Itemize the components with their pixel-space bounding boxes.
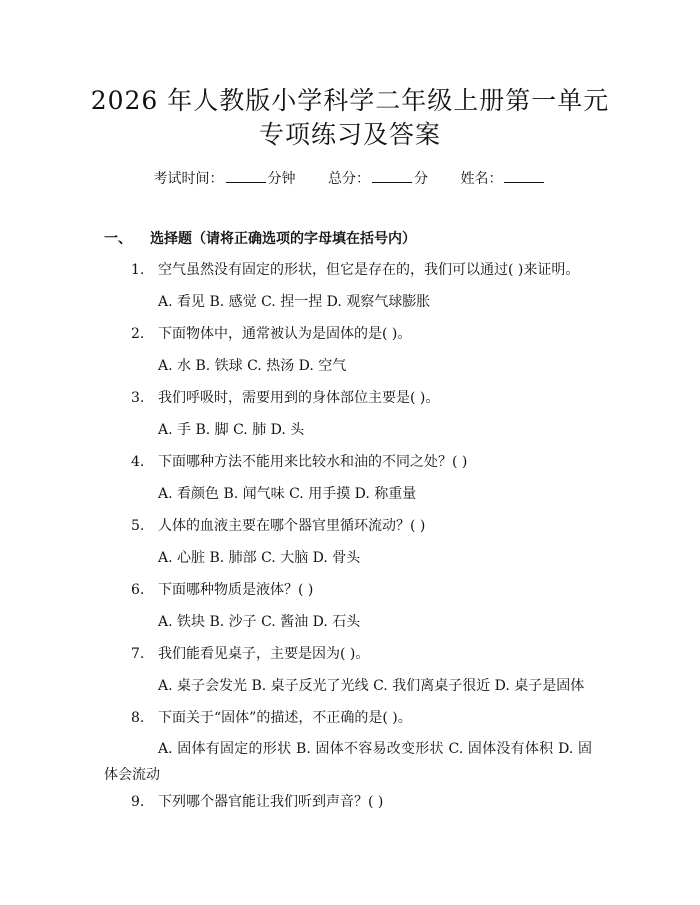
question-text: 下面哪种方法不能用来比较水和油的不同之处？( ) [158, 454, 468, 470]
question-number: 5. [131, 518, 145, 534]
page-title-line2: 专项练习及答案 [258, 120, 441, 149]
question-8-options: A. 固体有固定的形状 B. 固体不容易改变形状 C. 固体没有体积 D. 固体会流动 [104, 741, 592, 783]
question-5-options: A. 心脏 B. 肺部 C. 大脑 D. 骨头 [158, 550, 361, 566]
question-text: 下面哪种物质是液体？( ) [158, 582, 314, 598]
question-number: 6. [131, 582, 145, 598]
question-4-options: A. 看颜色 B. 闻气味 C. 用手摸 D. 称重量 [158, 486, 417, 502]
total-score-field [328, 171, 432, 187]
exam-info-row [0, 170, 700, 188]
question-number: 4. [131, 454, 145, 470]
question-7 [131, 645, 369, 663]
question-9 [131, 793, 383, 811]
student-name-field [460, 171, 546, 187]
total-score-blank[interactable] [372, 170, 412, 183]
page-title-line1: 2026 年人教版小学科学二年级上册第一单元 [90, 86, 610, 115]
question-number: 1. [131, 262, 145, 278]
total-score-unit: 分 [414, 171, 428, 187]
question-1 [131, 261, 579, 279]
question-8 [131, 709, 412, 727]
question-text: 人体的血液主要在哪个器官里循环流动？( ) [158, 518, 426, 534]
exam-time-field [154, 171, 300, 187]
exam-time-unit: 分钟 [267, 171, 296, 187]
question-text: 我们呼吸时，需要用到的身体部位主要是( )。 [158, 390, 440, 406]
question-number: 2. [131, 326, 145, 342]
question-6-options: A. 铁块 B. 沙子 C. 酱油 D. 石头 [158, 614, 361, 630]
question-5 [131, 517, 425, 535]
question-number: 9. [131, 794, 145, 810]
question-3 [131, 389, 439, 407]
question-number: 7. [131, 646, 145, 662]
question-number: 3. [131, 390, 145, 406]
section-heading [104, 230, 416, 248]
question-text: 下面关于“固体”的描述，不正确的是( )。 [158, 710, 412, 726]
question-3-options: A. 手 B. 脚 C. 肺 D. 头 [158, 422, 305, 438]
question-text: 下面物体中，通常被认为是固体的是( )。 [158, 326, 412, 342]
exam-time-blank[interactable] [226, 170, 266, 183]
exam-time-label: 考试时间： [153, 171, 224, 187]
student-name-label: 姓名： [460, 171, 503, 187]
question-7-options: A. 桌子会发光 B. 桌子反光了光线 C. 我们离桌子很近 D. 桌子是固体 [158, 678, 585, 694]
question-number: 8. [131, 710, 145, 726]
question-text: 空气虽然没有固定的形状，但它是存在的，我们可以通过( )来证明。 [158, 262, 580, 278]
question-2 [131, 325, 411, 343]
section-number: 一、 [104, 231, 132, 247]
question-text: 我们能看见桌子，主要是因为( )。 [158, 646, 370, 662]
question-4 [131, 453, 467, 471]
section-title: 选择题（请将正确选项的字母填在括号内） [150, 231, 416, 247]
total-score-label: 总分： [328, 171, 370, 187]
student-name-blank[interactable] [504, 170, 544, 183]
question-2-options: A. 水 B. 铁球 C. 热汤 D. 空气 [158, 358, 347, 374]
question-1-options: A. 看见 B. 感觉 C. 捏一捏 D. 观察气球膨胀 [158, 294, 431, 310]
question-text: 下列哪个器官能让我们听到声音？( ) [158, 794, 384, 810]
question-6 [131, 581, 313, 599]
